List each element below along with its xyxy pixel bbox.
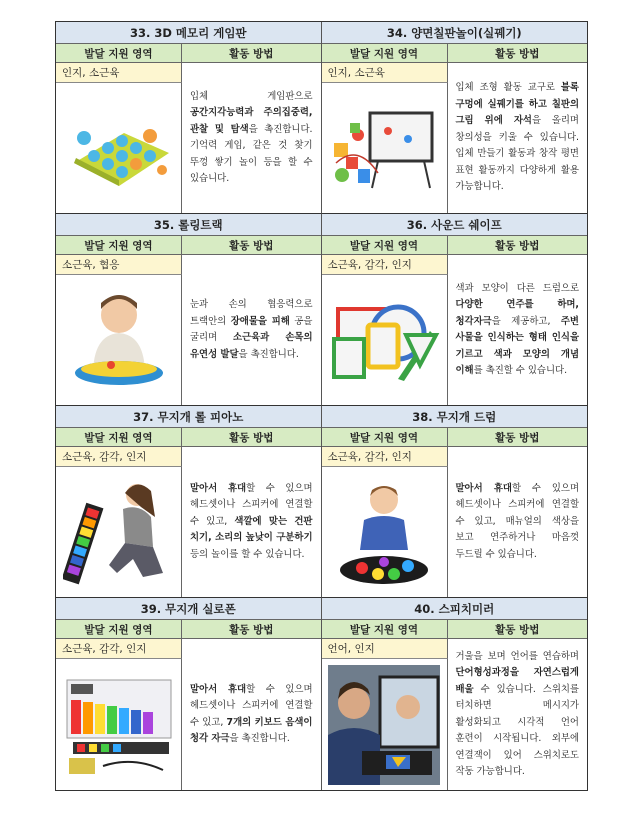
area-header: 발달 지원 영역 xyxy=(56,428,182,447)
emphasized-text: 말아서 휴대 xyxy=(190,683,247,695)
area-value: 언어, 인지 xyxy=(322,639,448,659)
card-title: 40. 스피치미러 xyxy=(322,598,588,620)
description-text xyxy=(456,649,580,781)
description-segment: 할 수 있으며 헤드셋이나 스피커에 연결할 수 있고, xyxy=(190,683,313,728)
emphasized-text: 주변 사물을 인식하는 형태 인식을 기르고 색과 모양의 개념 이해 xyxy=(455,315,579,376)
method-header: 활동 방법 xyxy=(448,428,588,447)
description-segment: 입체 조형 활동 교구로 xyxy=(455,82,561,94)
description-segment: 을 촉진합니다. 기억력 게임, 같은 것 찾기 뚜껑 쌓기 놀이 등을 할 수 있습니다. xyxy=(190,123,313,184)
area-value: 소근육, 감각, 인지 xyxy=(56,447,182,467)
activity-card-33 xyxy=(56,22,322,214)
card-title: 34. 양면칠판놀이(실꿰기) xyxy=(322,22,588,44)
method-header: 활동 방법 xyxy=(448,44,588,63)
area-value: 소근육, 감각, 인지 xyxy=(322,447,448,467)
emphasized-text: 소근육과 손목의 유연성 발달 xyxy=(190,332,313,360)
description-segment: 할 수 있으며 헤드셋이나 스피커에 연결할 수 있고, xyxy=(190,482,313,527)
rainbow-drum-photo xyxy=(322,467,448,597)
description-text xyxy=(456,481,580,564)
description-text xyxy=(190,682,313,748)
description-segment: 을 촉진합니다. xyxy=(238,348,299,360)
description-segment: 을 제공하고, xyxy=(491,315,561,327)
area-header: 발달 지원 영역 xyxy=(322,428,448,447)
activity-card-35 xyxy=(56,214,322,406)
roll-piano-photo xyxy=(56,467,182,597)
method-header: 활동 방법 xyxy=(182,44,321,63)
card-title: 38. 무지개 드럼 xyxy=(322,406,588,428)
activity-description xyxy=(182,255,321,405)
description-text xyxy=(456,281,580,380)
emphasized-text: 공간지각능력과 주의집중력, 관찰 및 탐색 xyxy=(190,107,313,135)
activity-description xyxy=(182,447,321,597)
memory-board-photo xyxy=(56,83,182,213)
method-header: 활동 방법 xyxy=(448,620,588,639)
card-title: 37. 무지개 롤 피아노 xyxy=(56,406,321,428)
description-text xyxy=(190,89,313,188)
rolling-track-photo xyxy=(56,275,182,405)
activity-card-38 xyxy=(322,406,588,598)
area-header: 발달 지원 영역 xyxy=(322,44,448,63)
description-text xyxy=(190,297,313,363)
sound-shapes-photo xyxy=(322,275,448,405)
area-header: 발달 지원 영역 xyxy=(322,236,448,255)
activity-card-34 xyxy=(322,22,588,214)
area-value: 소근육, 감각, 인지 xyxy=(56,639,182,659)
area-header: 발달 지원 영역 xyxy=(56,236,182,255)
emphasized-text: 장애물을 피해 xyxy=(230,315,290,327)
card-title: 39. 무지개 실로폰 xyxy=(56,598,321,620)
area-value: 인지, 소근육 xyxy=(322,63,448,83)
description-segment: 입체 게임판으로 xyxy=(190,90,313,102)
description-segment: 색과 모양이 다른 드럼으로 xyxy=(455,282,579,294)
area-value: 소근육, 협응 xyxy=(56,255,182,275)
activity-card-36 xyxy=(322,214,588,406)
card-title: 33. 3D 메모리 게임판 xyxy=(56,22,321,44)
method-header: 활동 방법 xyxy=(182,428,321,447)
description-segment: 을 올리며 창의성을 키울 수 있습니다. 입체 만들기 활동과 창작 평면 표현 활동까지 다양하게 활용 가능합니다. xyxy=(455,115,579,193)
area-header: 발달 지원 영역 xyxy=(56,620,182,639)
area-header: 발달 지원 영역 xyxy=(56,44,182,63)
activity-description xyxy=(448,639,588,790)
description-segment: 할 수 있으며 헤드셋이나 스피커에 연결할 수 있고, 매뉴얼의 색상을 보고 연주하거나 마음껏 두드릴 수 있습니다. xyxy=(455,482,579,560)
speech-mirror-photo xyxy=(322,659,448,790)
emphasized-text: 색깔에 맞는 건판 치기, 소리의 높낮이 구분하기 xyxy=(190,515,313,544)
description-segment: 등의 놀이를 할 수 있습니다. xyxy=(190,548,305,560)
description-segment: 거울을 보며 언어를 연습하며 xyxy=(455,650,579,662)
card-title: 36. 사운드 쉐이프 xyxy=(322,214,588,236)
description-segment: 수 있습니다. 스위치를 터치하면 메시지가 활성화되고 시각적 언어 훈련이 시작됩니다. 외부에 연결잭이 있어 스위치로도 작동 가능합니다. xyxy=(455,683,579,777)
method-header: 활동 방법 xyxy=(448,236,588,255)
activity-description xyxy=(182,63,321,213)
rainbow-xylophone-photo xyxy=(56,659,182,790)
method-header: 활동 방법 xyxy=(182,236,321,255)
area-value: 소근육, 감각, 인지 xyxy=(322,255,448,275)
emphasized-text: 말아서 휴대 xyxy=(455,482,512,494)
card-title: 35. 롤링트랙 xyxy=(56,214,321,236)
emphasized-text: 7개의 키보드 음색이 청각 자극 xyxy=(190,716,313,744)
lacing-board-photo xyxy=(322,83,448,213)
emphasized-text: 말아서 휴대 xyxy=(190,482,247,494)
emphasized-text: 블록 구멍에 실꿰기를 하고 칠판의 그림 위에 자석 xyxy=(455,82,579,127)
emphasized-text: 다양한 연주를 하며, 청각자극 xyxy=(455,299,579,327)
activity-description xyxy=(448,447,588,597)
method-header: 활동 방법 xyxy=(182,620,321,639)
activity-description xyxy=(448,255,588,405)
emphasized-text: 단어형성과정을 자연스럽게 배울 xyxy=(455,667,579,695)
area-value: 인지, 소근육 xyxy=(56,63,182,83)
activity-table xyxy=(55,21,588,791)
activity-card-37 xyxy=(56,406,322,598)
description-segment: 을 촉진합니다. xyxy=(229,733,290,744)
activity-card-40 xyxy=(322,598,588,790)
activity-description xyxy=(182,639,321,790)
activity-card-39 xyxy=(56,598,322,790)
description-text xyxy=(190,481,313,564)
description-segment: 눈과 손의 협응력으로 트랙안의 xyxy=(190,299,313,327)
description-text xyxy=(456,80,580,196)
description-segment: 를 촉진할 수 있습니다. xyxy=(473,365,568,376)
area-header: 발달 지원 영역 xyxy=(322,620,448,639)
description-segment: 공을 굴리며 xyxy=(190,315,313,343)
activity-description xyxy=(448,63,588,213)
